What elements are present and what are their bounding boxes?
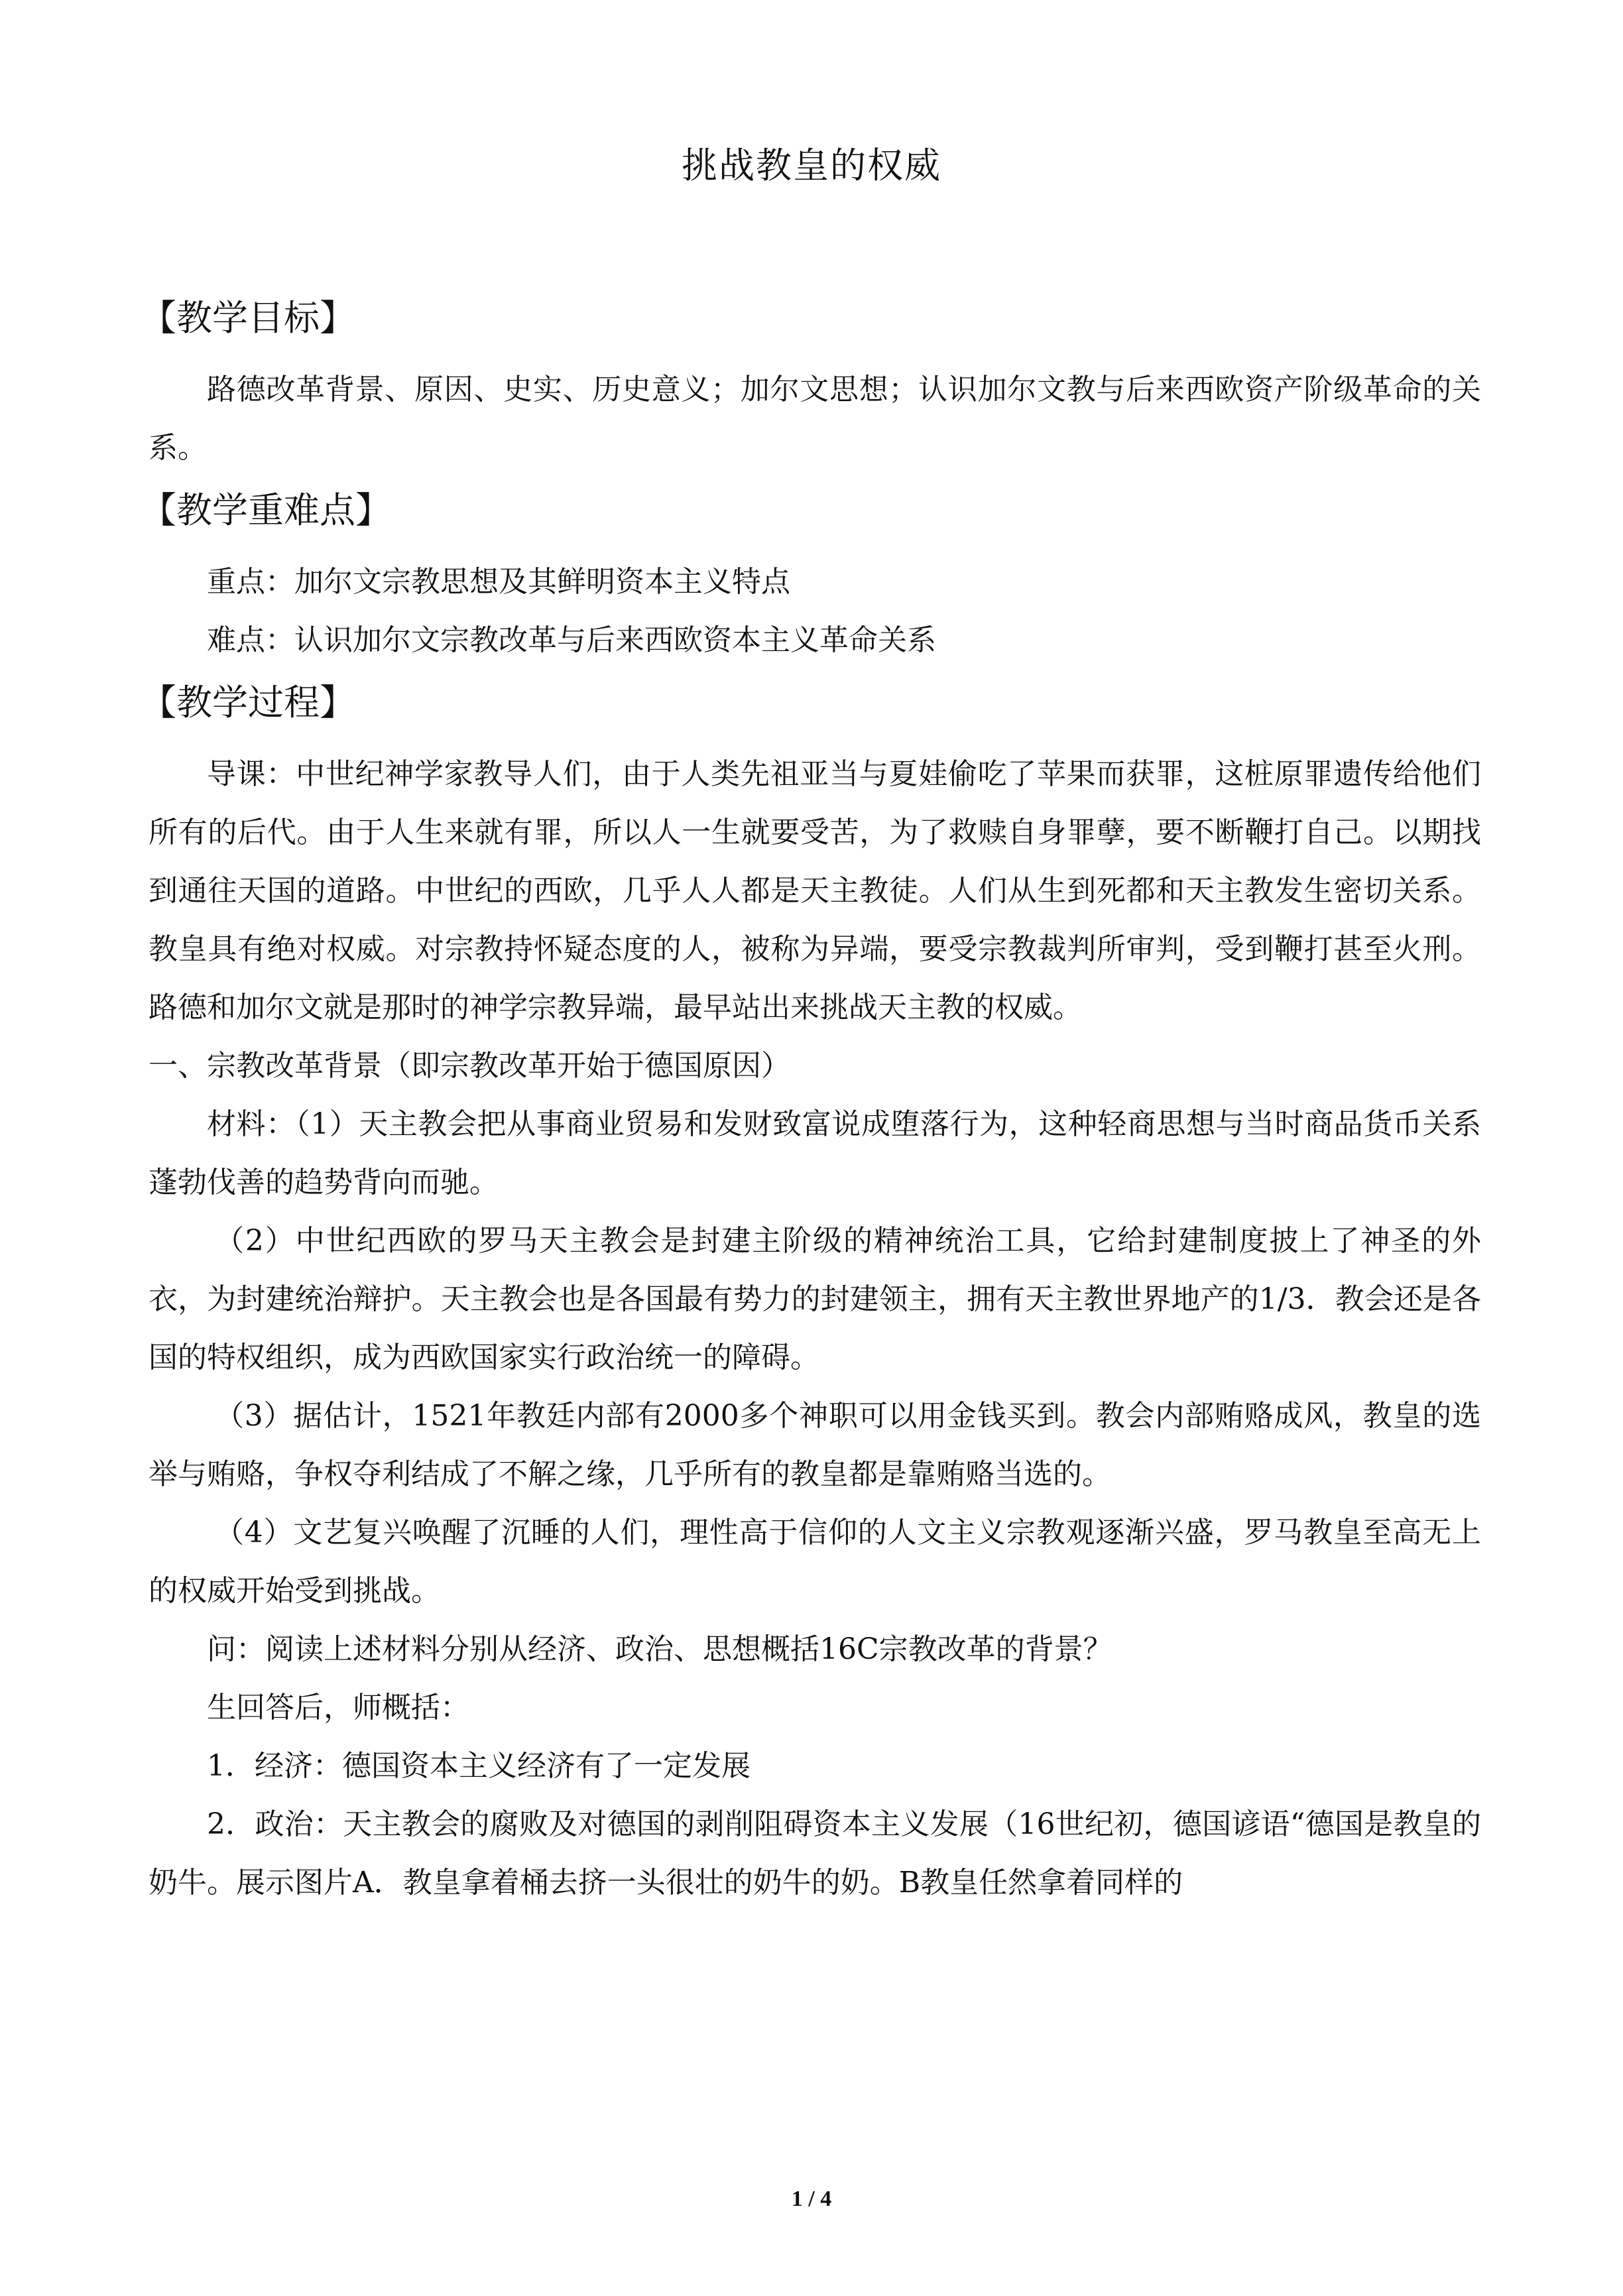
document-title: 挑战教皇的权威 (682, 145, 941, 186)
difficult-point-paragraph: 难点：认识加尔文宗教改革与后来西欧资本主义革命关系 (207, 623, 936, 657)
key-points-heading: 【教学重难点】 (141, 489, 391, 531)
answer-1-paragraph: 1．经济：德国资本主义经济有了一定发展 (207, 1749, 751, 1783)
process-heading: 【教学过程】 (141, 682, 355, 723)
material-3-paragraph: （3）据估计，1521年教廷内部有2000多个神职可以用金钱买到。教会内部贿赂成风，教皇的选举与贿赂，争权夺利结成了不解之缘，几乎所有的教皇都是靠贿赂当选的。 (149, 1399, 1481, 1491)
material-2-paragraph: （2）中世纪西欧的罗马天主教会是封建主阶级的精神统治工具，它给封建制度披上了神圣的外衣，为封建统治辩护。天主教会也是各国最有势力的封建领主，拥有天主教世界地产的1/3．教会还是各国的特权组织，成为西欧国家实行政治统一的障碍。 (149, 1224, 1481, 1374)
answer-2-paragraph: 2．政治：天主教会的腐败及对德国的剥削阻碍资本主义发展（16世纪初，德国谚语“德国是教皇的奶牛。展示图片A．教皇拿着桶去挤一头很壮的奶牛的奶。B教皇任然拿着同样的 (149, 1807, 1481, 1900)
material-1-paragraph: 材料：（1）天主教会把从事商业贸易和发财致富说成堕落行为，这种轻商思想与当时商品货币关系蓬勃伐善的趋势背向而驰。 (149, 1107, 1481, 1199)
material-4-paragraph: （4）文艺复兴唤醒了沉睡的人们，理性高于信仰的人文主义宗教观逐渐兴盛，罗马教皇至高无上的权威开始受到挑战。 (149, 1516, 1481, 1608)
question-paragraph: 问：阅读上述材料分别从经济、政治、思想概括16C宗教改革的背景？ (207, 1632, 1112, 1666)
answer-intro-paragraph: 生回答后，师概括： (207, 1691, 469, 1724)
objectives-heading: 【教学目标】 (141, 297, 355, 339)
document-body (141, 285, 1481, 1912)
objectives-paragraph: 路德改革背景、原因、史实、历史意义；加尔文思想；认识加尔文教与后来西欧资产阶级革命的关系。 (149, 373, 1481, 465)
page-number: 1 / 4 (791, 2187, 832, 2211)
key-point-paragraph: 重点：加尔文宗教思想及其鲜明资本主义特点 (207, 565, 790, 599)
part1-heading: 一、宗教改革背景（即宗教改革开始于德国原因） (149, 1049, 790, 1083)
intro-paragraph: 导课：中世纪神学家教导人们，由于人类先祖亚当与夏娃偷吃了苹果而获罪，这桩原罪遗传给他们所有的后代。由于人生来就有罪，所以人一生就要受苦，为了救赎自身罪孽，要不断鞭打自己。以期找到通往天国的道路。中世纪的西欧，几乎人人都是天主教徒。人们从生到死都和天主教发生密切关系。教皇具有绝对权威。对宗教持怀疑态度的人，被称为异端，要受宗教裁判所审判，受到鞭打甚至火刑。路德和加尔文就是那时的神学宗教异端，最早站出来挑战天主教的权威。 (149, 757, 1481, 1024)
